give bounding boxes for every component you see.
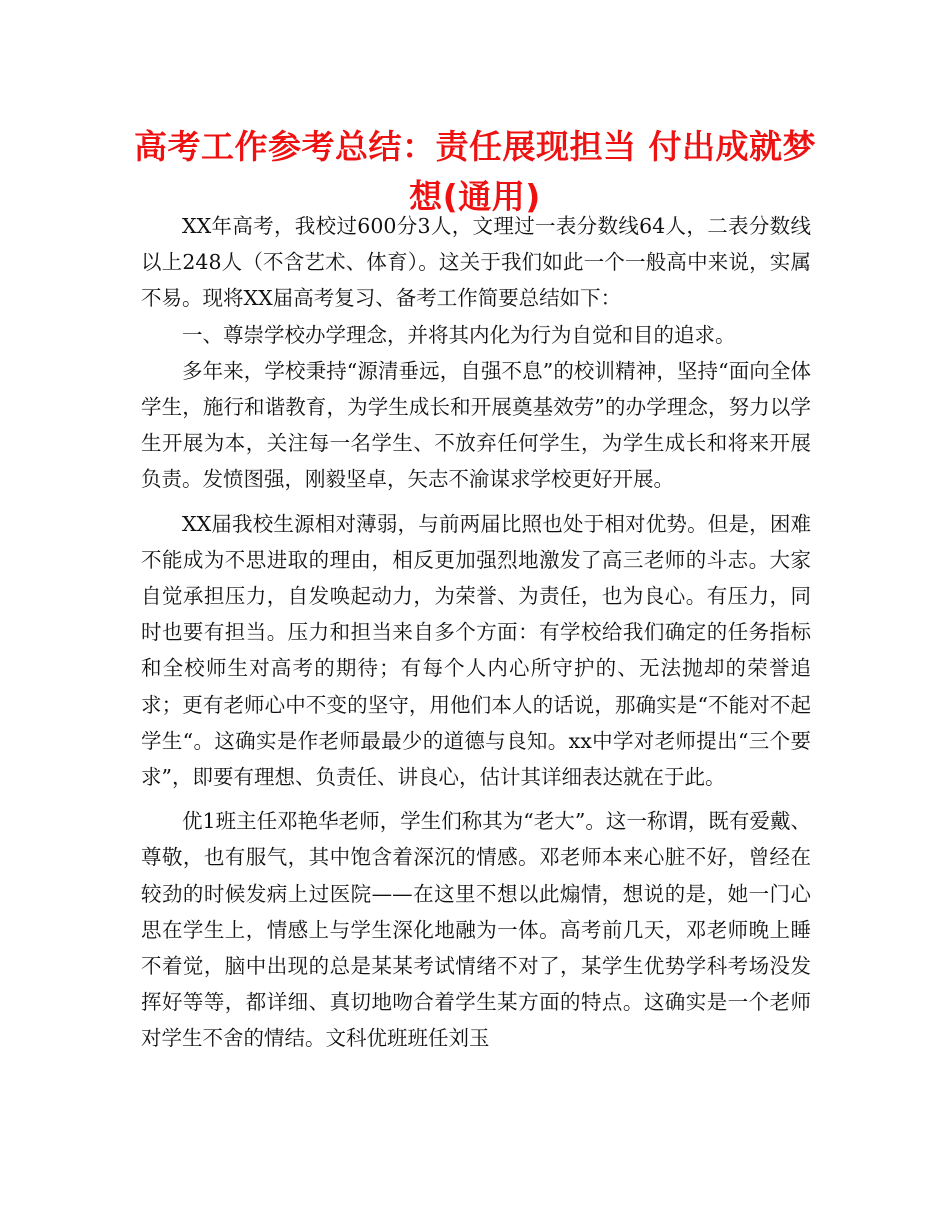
paragraph: XX年高考，我校过600分3人，文理过一表分数线64人，二表分数线以上248人（不含艺术、体育）。这关于我们如此一个一般高中来说，实属不易。现将XX届高考复习、备考工作简要总结如下： [141, 214, 811, 311]
document-body [141, 208, 811, 1057]
paragraph: XX届我校生源相对薄弱，与前两届比照也处于相对优势。但是，困难不能成为不思进取的理由，相反更加强烈地激发了高三老师的斗志。大家自觉承担压力，自发唤起动力，为荣誉、为责任，也为良心。有压力，同时也要有担当。压力和担当来自多个方面：有学校给我们确定的任务指标和全校师生对高考的期待；有每个人内心所守护的、无法抛却的荣誉追求；更有老师心中不变的坚守，用他们本人的话说，那确实是“不能对不起学生“。这确实是作老师最最少的道德与良知。xx中学对老师提出“三个要求”，即要有理想、负责任、讲良心，估计其详细表达就在于此。 [141, 511, 811, 790]
paragraph: 多年来，学校秉持“源清垂远，自强不息”的校训精神，坚持“面向全体学生，施行和谐教育，为学生成长和开展奠基效劳”的办学理念，努力以学生开展为本，关注每一名学生、不放弃任何学生，为学生成长和将来开展负责。发愤图强，刚毅坚卓，矢志不渝谋求学校更好开展。 [141, 358, 811, 492]
section-heading: 一、尊崇学校办学理念，并将其内化为行为自觉和目的追求。 [182, 322, 736, 347]
paragraph: 优1班主任邓艳华老师，学生们称其为“老大”。这一称谓，既有爱戴、尊敬，也有服气，其中饱含着深沉的情感。邓老师本来心脏不好，曾经在较劲的时候发病上过医院——在这里不想以此煽情，想说的是，她一门心思在学生上，情感上与学生深化地融为一体。高考前几天，邓老师晚上睡不着觉，脑中出现的总是某某考试情绪不对了，某学生优势学科考场没发挥好等等，都详细、真切地吻合着学生某方面的特点。这确实是一个老师对学生不舍的情结。文科优班班任刘玉 [141, 809, 811, 1051]
document-title: 高考工作参考总结：责任展现担当 付出成就梦想(通用) [134, 127, 816, 216]
